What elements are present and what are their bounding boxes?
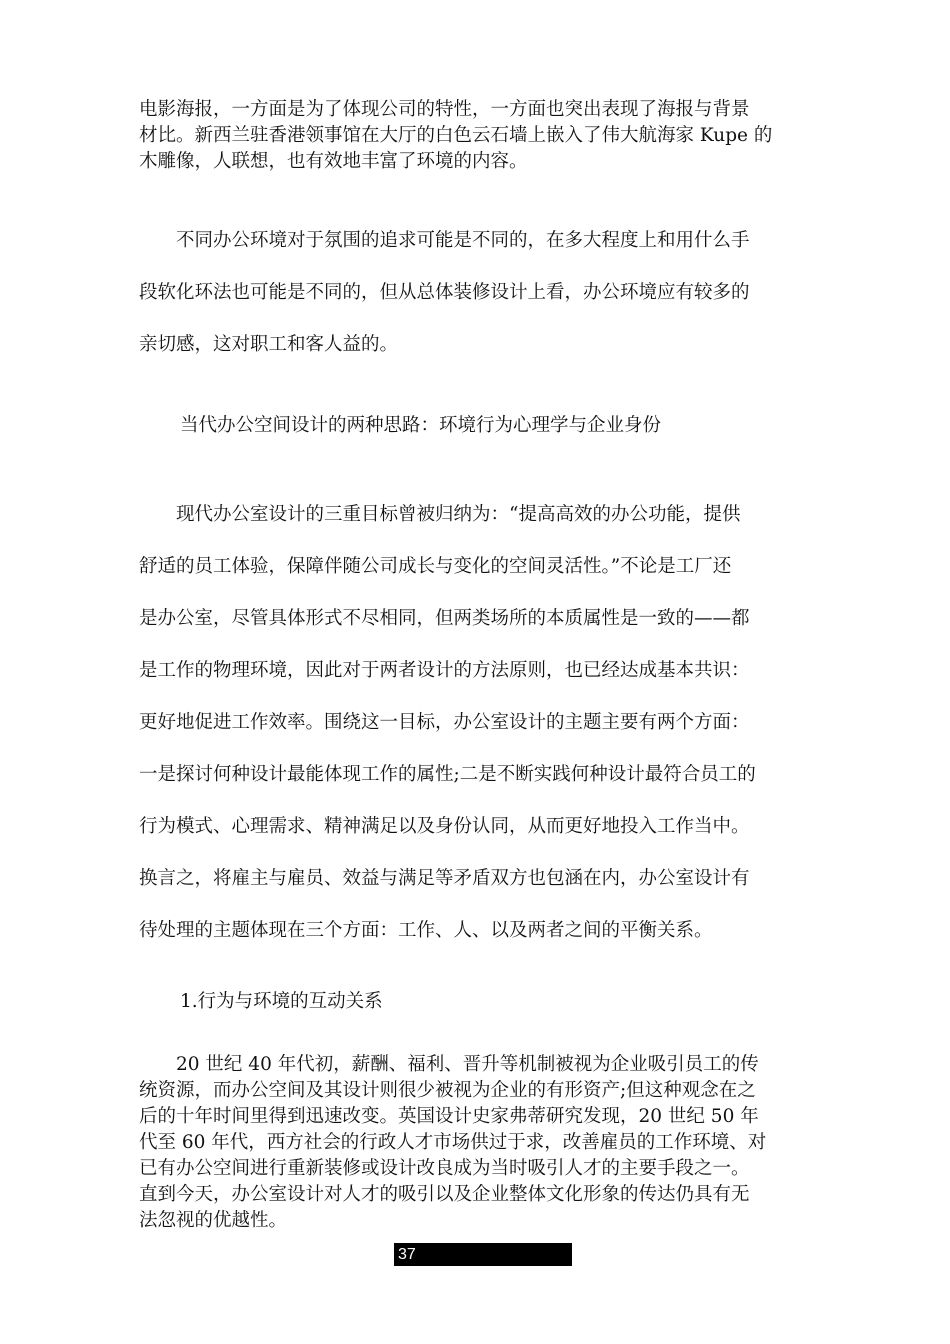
text-line: 代至 60 年代，西方社会的行政人才市场供过于求，改善雇员的工作环境、对 xyxy=(139,1132,767,1153)
section-heading: 当代办公空间设计的两种思路：环境行为心理学与企业身份 xyxy=(180,415,662,436)
text-line: 不同办公环境对于氛围的追求可能是不同的，在多大程度上和用什么手 xyxy=(139,230,750,251)
paragraph-design-goals xyxy=(139,489,815,957)
text-line: 更好地促进工作效率。围绕这一目标，办公室设计的主题主要有两个方面： xyxy=(139,712,750,733)
subsection-heading: 1.行为与环境的互动关系 xyxy=(180,991,383,1012)
text-line: 是办公室，尽管具体形式不尽相同，但两类场所的本质属性是一致的——都 xyxy=(139,608,750,629)
text-line: 后的十年时间里得到迅速改变。英国设计史家弗蒂研究发现，20 世纪 50 年 xyxy=(139,1106,759,1127)
text-line: 待处理的主题体现在三个方面：工作、人、以及两者之间的平衡关系。 xyxy=(139,920,713,941)
text-line: 行为模式、心理需求、精神满足以及身份认同，从而更好地投入工作当中。 xyxy=(139,816,750,837)
text-line: 直到今天，办公室设计对人才的吸引以及企业整体文化形象的传达仍具有无 xyxy=(139,1184,750,1205)
text-line: 亲切感，这对职工和客人益的。 xyxy=(139,334,399,355)
page-number-bar xyxy=(394,1243,572,1266)
page-number: 37 xyxy=(398,1246,416,1263)
paragraph-poster xyxy=(139,97,815,175)
text-line: 一是探讨何种设计最能体现工作的属性;二是不断实践何种设计最符合员工的 xyxy=(139,764,756,785)
text-line: 段软化环法也可能是不同的，但从总体装修设计上看，办公环境应有较多的 xyxy=(139,282,750,303)
text-line: 法忽视的优越性。 xyxy=(139,1210,288,1231)
paragraph-atmosphere xyxy=(139,215,815,371)
text-line: 是工作的物理环境，因此对于两者设计的方法原则，也已经达成基本共识： xyxy=(139,660,750,681)
text-line: 统资源，而办公空间及其设计则很少被视为企业的有形资产;但这种观念在之 xyxy=(139,1080,756,1101)
text-line: 舒适的员工体验，保障伴随公司成长与变化的空间灵活性。”不论是工厂还 xyxy=(139,556,732,577)
text-line: 现代办公室设计的三重目标曾被归纳为：“提高高效的办公功能，提供 xyxy=(139,504,741,525)
text-line: 电影海报，一方面是为了体现公司的特性，一方面也突出表现了海报与背景 xyxy=(139,99,750,120)
text-line: 20 世纪 40 年代初，薪酬、福利、晋升等机制被视为企业吸引员工的传 xyxy=(139,1054,759,1075)
text-line: 材比。新西兰驻香港领事馆在大厅的白色云石墙上嵌入了伟大航海家 Kupe 的 xyxy=(139,125,773,146)
text-line: 已有办公空间进行重新装修或设计改良成为当时吸引人才的主要手段之一。 xyxy=(139,1158,750,1179)
text-line: 木雕像，人联想，也有效地丰富了环境的内容。 xyxy=(139,151,528,172)
paragraph-history xyxy=(139,1052,815,1234)
text-line: 换言之，将雇主与雇员、效益与满足等矛盾双方也包涵在内，办公室设计有 xyxy=(139,868,750,889)
